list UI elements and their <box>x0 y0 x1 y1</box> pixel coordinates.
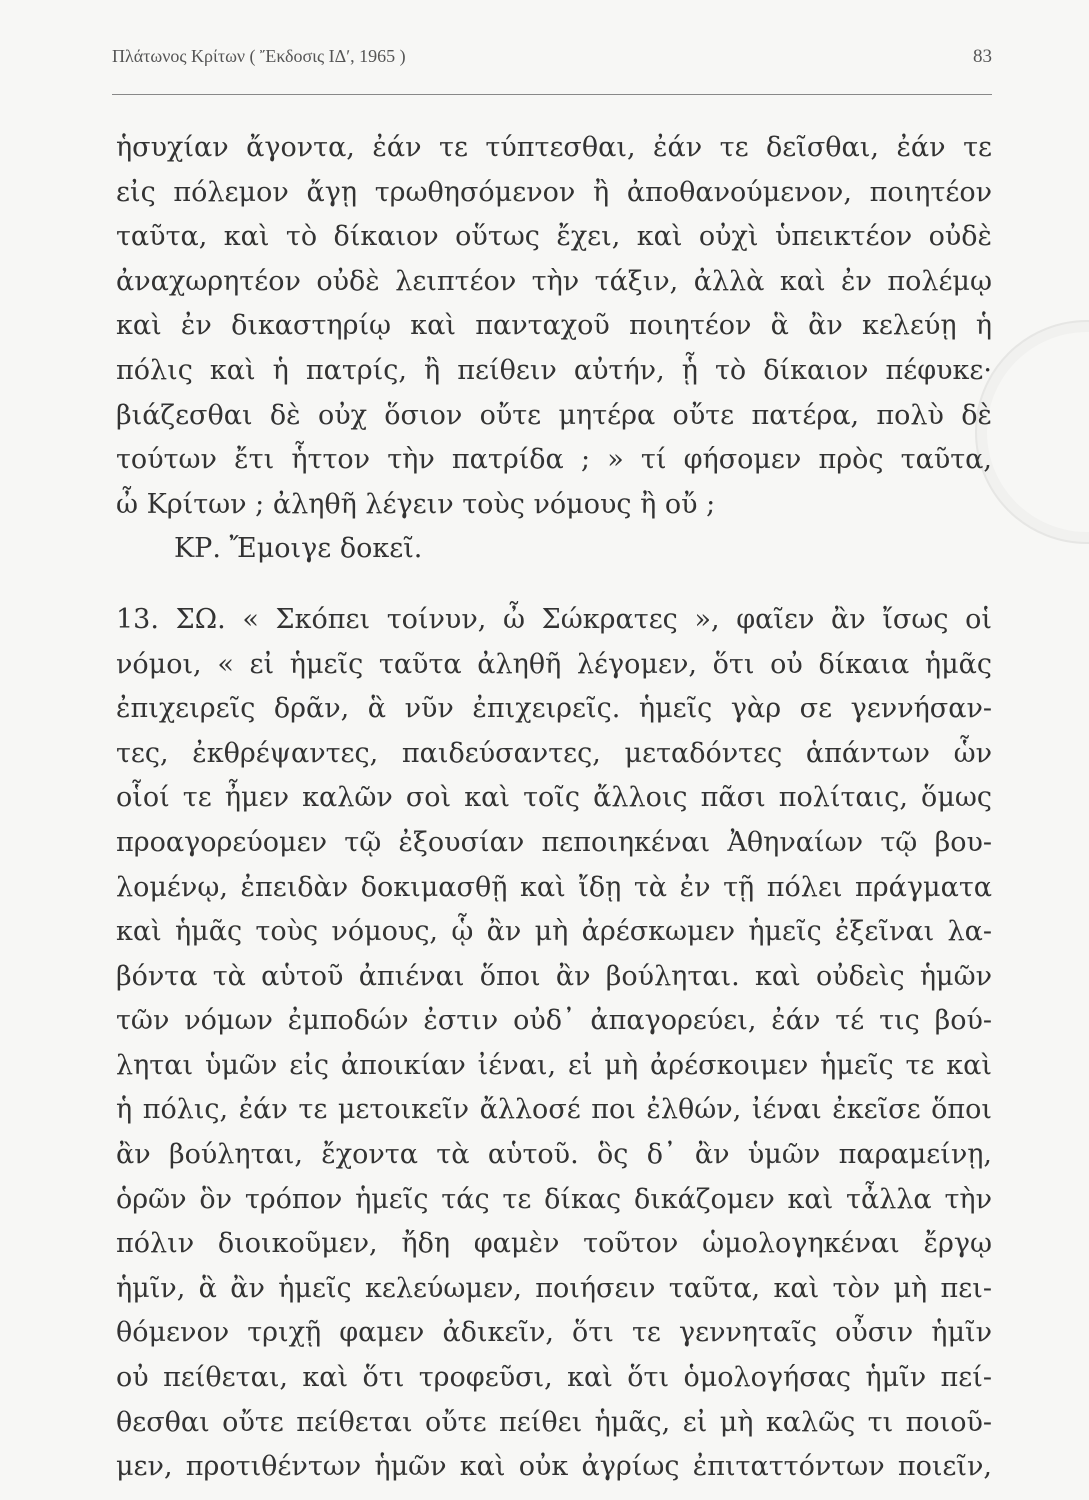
text-line: ἡμῖν, ἃ ἂν ἡμεῖς κελεύωμεν, ποιήσειν ταῦτα, καὶ τὸν μὴ πει- <box>116 1272 992 1304</box>
text-line: προαγορεύομεν τῷ ἐξουσίαν πεποιηκέναι Ἀθηναίων τῷ βου- <box>116 826 992 858</box>
running-head <box>112 46 992 76</box>
text-line: ὦ Κρίτων ; ἀληθῆ λέγειν τοὺς νόμους ἢ οὔ ; <box>116 488 716 520</box>
text-line: πόλιν διοικοῦμεν, ἤδη φαμὲν τοῦτον ὡμολογηκέναι ἔργῳ <box>116 1228 992 1260</box>
text-line: ἡ πόλις, ἐάν τε μετοικεῖν ἄλλοσέ ποι ἐλθών, ἰέναι ἐκεῖσε ὅποι <box>116 1094 992 1126</box>
text-line: πόλις καὶ ἡ πατρίς, ἢ πείθειν αὐτήν, ᾗ τὸ δίκαιον πέφυκε· <box>116 354 992 386</box>
text-line: καὶ ἡμᾶς τοὺς νόμους, ᾧ ἂν μὴ ἀρέσκωμεν ἡμεῖς ἐξεῖναι λα- <box>116 916 992 948</box>
text-line: εἰς πόλεμον ἄγῃ τρωθησόμενον ἢ ἀποθανούμενον, ποιητέον <box>116 176 992 208</box>
speaker-line: ΚΡ. Ἔμοιγε δοκεῖ. <box>174 533 423 565</box>
header-rule <box>112 94 992 95</box>
text-line: ἐπιχειρεῖς δρᾶν, ἃ νῦν ἐπιχειρεῖς. ἡμεῖς γὰρ σε γεννήσαν- <box>116 693 992 725</box>
text-line: θεσθαι οὔτε πείθεται οὔτε πείθει ἡμᾶς, εἰ μὴ καλῶς τι ποιοῦ- <box>116 1406 992 1438</box>
text-line: βιάζεσθαι δὲ οὐχ ὅσιον οὔτε μητέρα οὔτε πατέρα, πολὺ δὲ <box>116 399 992 431</box>
text-line: τῶν νόμων ἐμποδών ἐστιν οὐδ᾽ ἀπαγορεύει, ἐάν τέ τις βού- <box>116 1005 992 1037</box>
text-line: θόμενον τριχῇ φαμεν ἀδικεῖν, ὅτι τε γεννηταῖς οὖσιν ἡμῖν <box>116 1317 992 1349</box>
text-line: ληται ὑμῶν εἰς ἀποικίαν ἰέναι, εἰ μὴ ἀρέσκοιμεν ἡμεῖς τε καὶ <box>116 1049 992 1081</box>
text-line: ἡσυχίαν ἄγοντα, ἐάν τε τύπτεσθαι, ἐάν τε δεῖσθαι, ἐάν τε <box>116 132 992 163</box>
text-line: βόντα τὰ αὑτοῦ ἀπιέναι ὅποι ἂν βούληται. καὶ οὐδεὶς ἡμῶν <box>116 960 992 992</box>
text-line: καὶ ἐν δικαστηρίῳ καὶ πανταχοῦ ποιητέον ἃ ἂν κελεύῃ ἡ <box>116 310 992 342</box>
text-line: οὐ πείθεται, καὶ ὅτι τροφεῦσι, καὶ ὅτι ὁμολογήσας ἡμῖν πεί- <box>116 1362 992 1394</box>
text-line: νόμοι, « εἰ ἡμεῖς ταῦτα ἀληθῆ λέγομεν, ὅτι οὐ δίκαια ἡμᾶς <box>116 648 992 680</box>
body-text <box>116 126 992 1490</box>
text-line: ταῦτα, καὶ τὸ δίκαιον οὕτως ἔχει, καὶ οὐχὶ ὑπεικτέον οὐδὲ <box>116 221 992 253</box>
faded-library-stamp <box>975 320 1089 544</box>
text-line: ἀναχωρητέον οὐδὲ λειπτέον τὴν τάξιν, ἀλλὰ καὶ ἐν πολέμῳ <box>116 265 992 297</box>
text-line: οἷοί τε ἦμεν καλῶν σοὶ καὶ τοῖς ἄλλοις πᾶσι πολίταις, ὅμως <box>116 782 992 814</box>
running-head-title: Πλάτωνος Κρίτων ( Ἔκδοσις ΙΔʹ, 1965 ) <box>112 46 406 66</box>
text-line: λομένῳ, ἐπειδὰν δοκιμασθῇ καὶ ἴδῃ τὰ ἐν τῇ πόλει πράγματα <box>116 871 992 903</box>
page-number: 83 <box>973 46 992 67</box>
text-line: μεν, προτιθέντων ἡμῶν καὶ οὐκ ἀγρίως ἐπιταττόντων ποιεῖν, <box>116 1451 992 1483</box>
text-line: τούτων ἔτι ἧττον τὴν πατρίδα ; » τί φήσομεν πρὸς ταῦτα, <box>116 444 992 476</box>
text-line: ἂν βούληται, ἔχοντα τὰ αὑτοῦ. ὃς δ᾽ ἂν ὑμῶν παραμείνῃ, <box>116 1139 992 1171</box>
text-line: ὁρῶν ὃν τρόπον ἡμεῖς τάς τε δίκας δικάζομεν καὶ τἆλλα τὴν <box>116 1183 992 1215</box>
text-line: τες, ἐκθρέψαντες, παιδεύσαντες, μεταδόντες ἁπάντων ὧν <box>116 737 992 769</box>
section-start-line: 13. ΣΩ. « Σκόπει τοίνυν, ὦ Σώκρατες », φαῖεν ἂν ἴσως οἱ <box>116 603 992 635</box>
